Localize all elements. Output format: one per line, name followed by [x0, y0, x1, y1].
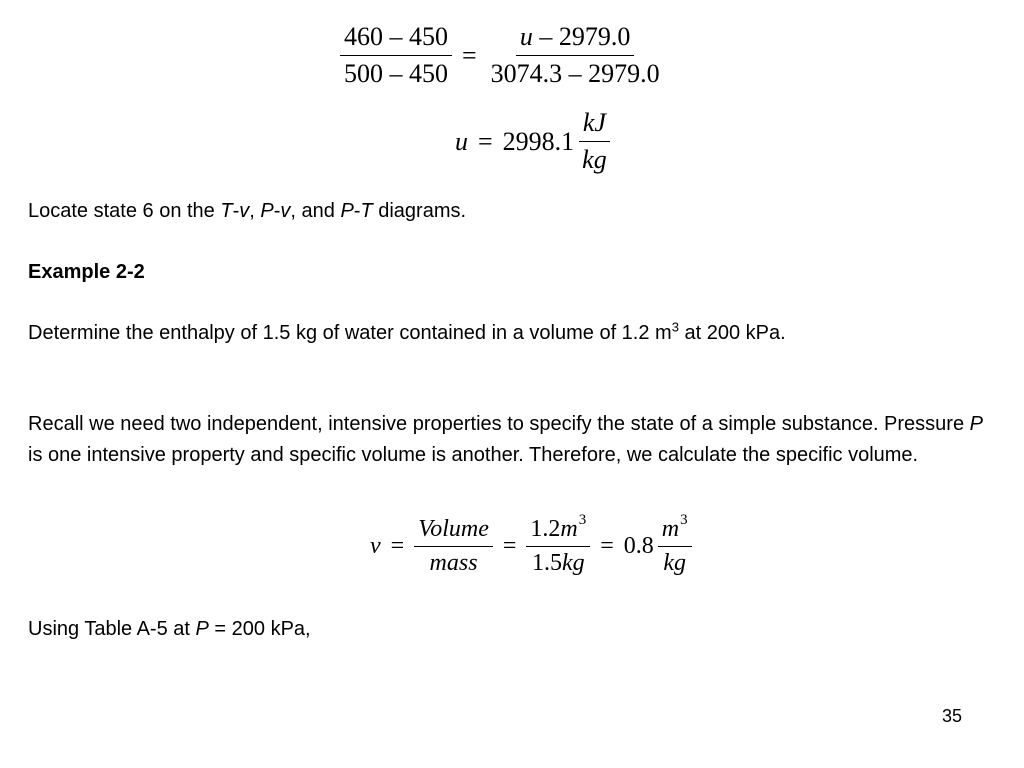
- determine-post: at 200 kPa.: [678, 322, 786, 344]
- numeric-fraction: [526, 512, 590, 577]
- lhs-denominator: 500 – 450: [344, 59, 448, 88]
- locate-state-text: [28, 196, 994, 227]
- result-unit-denominator: kg: [663, 550, 687, 576]
- lhs-fraction: [340, 22, 452, 89]
- lhs-numerator: 460 – 450: [340, 22, 452, 56]
- numeric-numerator: [526, 512, 590, 547]
- rhs-denominator: 3074.3 – 2979.0: [490, 59, 660, 88]
- recall-text: [28, 409, 994, 471]
- locate-and: , and: [290, 200, 341, 222]
- rhs-numerator-rest: – 2979.0: [532, 22, 631, 51]
- using-table-text: [28, 614, 994, 645]
- locate-tv-t: T: [220, 200, 233, 222]
- recall-pre: Recall we need two independent, intensive properties to specify the state of a simple substance. Pressure: [28, 413, 970, 435]
- locate-comma: ,: [249, 200, 261, 222]
- determine-pre: Determine the enthalpy of 1.5 kg of water contained in a volume of 1.2 m: [28, 322, 672, 344]
- result-unit-exponent: 3: [680, 512, 688, 528]
- locate-pre: Locate state 6 on the: [28, 200, 221, 222]
- using-post: = 200 kPa,: [208, 618, 311, 640]
- numerator-value: 1.2: [530, 516, 561, 542]
- equals-sign-1: =: [390, 533, 405, 559]
- specific-volume-equation: [370, 512, 692, 577]
- numerator-exponent: 3: [578, 512, 587, 528]
- interpolation-equation: [340, 22, 664, 89]
- v-variable: v: [370, 533, 381, 559]
- rhs-numerator-var: u: [519, 22, 533, 51]
- u-unit-fraction: [578, 108, 611, 175]
- u-variable: u: [455, 126, 468, 156]
- recall-p: P: [969, 413, 983, 435]
- example-title: Example 2-2: [28, 261, 145, 283]
- locate-pt-t: T: [360, 200, 373, 222]
- locate-tv-v: v: [239, 200, 250, 222]
- locate-pt-dash: -: [353, 200, 361, 222]
- locate-pv-dash: -: [273, 200, 281, 222]
- equals-sign: =: [462, 40, 477, 70]
- u-value: 2998.1: [502, 126, 575, 156]
- u-unit-denominator: kg: [582, 145, 607, 174]
- equals-sign: =: [478, 126, 493, 156]
- volume-label: Volume: [414, 516, 493, 547]
- locate-pt-p: P: [340, 200, 354, 222]
- recall-post: is one intensive property and specific volume is another. Therefore, we calculate the specific volume.: [28, 444, 919, 466]
- equals-sign-2: =: [502, 533, 517, 559]
- result-unit-numerator: [658, 512, 692, 547]
- numerator-unit: m: [560, 516, 578, 542]
- determine-superscript: 3: [671, 319, 679, 335]
- u-result-equation: [455, 108, 611, 175]
- u-unit-numerator: kJ: [579, 108, 610, 142]
- result-unit-fraction: [658, 512, 692, 577]
- rhs-fraction: [487, 22, 664, 89]
- locate-pv-p: P: [260, 200, 274, 222]
- numeric-denominator: [528, 547, 589, 577]
- locate-tv-dash: -: [232, 200, 240, 222]
- denominator-unit: kg: [562, 550, 585, 576]
- mass-label: mass: [429, 550, 478, 576]
- locate-post: diagrams.: [372, 200, 467, 222]
- volume-mass-fraction: [414, 516, 493, 577]
- using-pre: Using Table A-5 at: [28, 618, 196, 640]
- result-value: 0.8: [623, 533, 654, 559]
- result-unit-m: m: [661, 516, 680, 542]
- locate-pv-v: v: [280, 200, 291, 222]
- page-number: 35: [941, 706, 962, 726]
- denominator-value: 1.5: [532, 550, 562, 576]
- equals-sign-3: =: [600, 533, 614, 559]
- rhs-numerator: [516, 22, 635, 56]
- determine-text: [28, 318, 994, 349]
- using-p: P: [195, 618, 209, 640]
